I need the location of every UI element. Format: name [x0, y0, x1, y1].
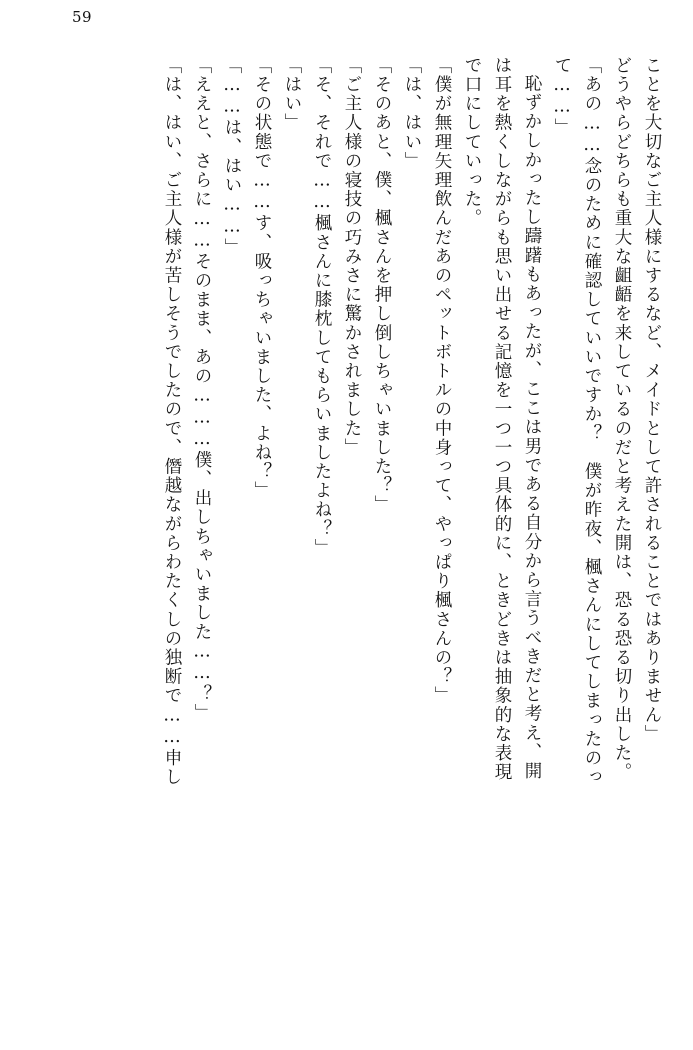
text-line: 「あの……念のために確認していいですか？ 僕が昨夜、楓さんにしてしまったのっ [582, 56, 602, 787]
text-line: 「そのあと、僕、楓さんを押し倒しちゃいました？」 [372, 56, 392, 515]
text-line: 「はい」 [282, 56, 302, 133]
text-line: 「そ、それで……楓さんに膝枕してもらいましたよね？」 [312, 56, 332, 558]
text-line: 「ええと、さらに……そのまま、あの………僕、出しちゃいました……？」 [192, 56, 212, 723]
page-number: 59 [72, 8, 93, 26]
text-line: 「……は、はい……」 [222, 56, 242, 257]
text-line: 「は、はい、ご主人様が苦しそうでしたので、僭越ながらわたくしの独断で……申し [162, 56, 182, 787]
text-line: 「ご主人様の寝技の巧みさに驚かされました」 [342, 56, 362, 458]
text-line: は耳を熱くしながらも思い出せる記憶を一つ一つ具体的に、ときどきは抽象的な表現 [492, 56, 512, 782]
text-line: て……」 [552, 56, 572, 138]
text-line: 「僕が無理矢理飲んだあのペットボトルの中身って、やっぱり楓さんの？」 [432, 56, 452, 706]
vertical-text-body [30, 56, 667, 1030]
text-line: 恥ずかしかったし躊躇もあったが、ここは男である自分から言うべきだと考え、開 [522, 74, 542, 781]
text-line: どうやらどちらも重大な齟齬を来しているのだと考えた開は、恐る恐る切り出した。 [612, 56, 632, 782]
text-line: 「は、はい」 [402, 56, 422, 171]
text-line: で口にしていった。 [462, 56, 482, 228]
text-line: 「その状態で……す、吸っちゃいました、よね？」 [252, 56, 272, 501]
text-line: ことを大切なご主人様にするなど、メイドとして許されることではありません」 [642, 56, 662, 744]
